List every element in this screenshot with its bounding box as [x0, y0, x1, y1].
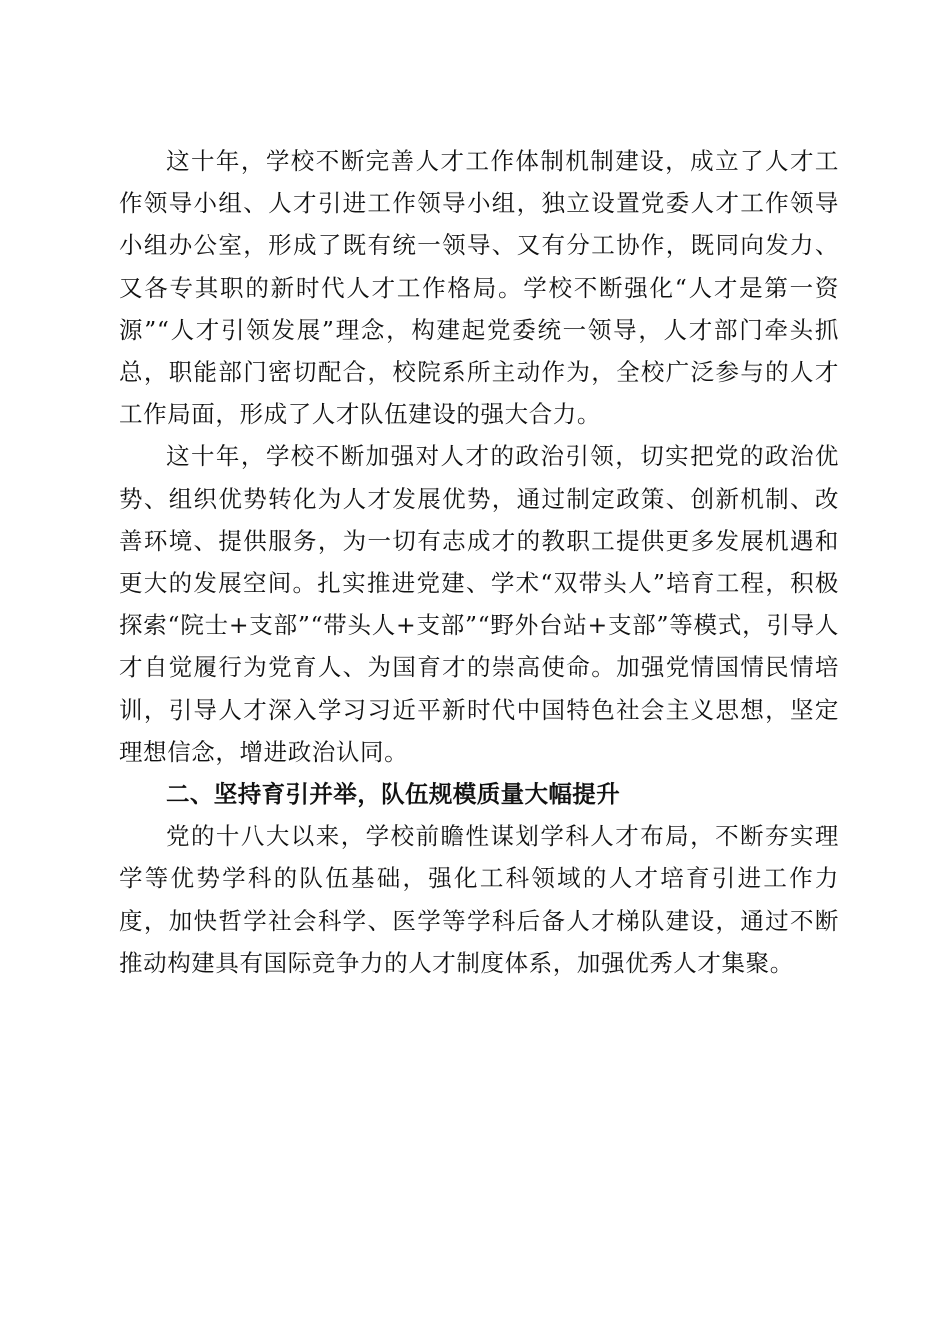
paragraph-talent-layout: 党的十八大以来，学校前瞻性谋划学科人才布局，不断夯实理学等优势学科的队伍基础，强化工科领域的人才培育引进工作力度，加快哲学社会科学、医学等学科后备人才梯队建设，通过不断推动构建具有国际竞争力的人才制度体系，加强优秀人才集聚。 — [119, 822, 839, 977]
document-page — [119, 140, 839, 984]
paragraph-talent-mechanism: 这十年，学校不断完善人才工作体制机制建设，成立了人才工作领导小组、人才引进工作领导小组，独立设置党委人才工作领导小组办公室，形成了既有统一领导、又有分工协作，既同向发力、又各专其职的新时代人才工作格局。学校不断强化“人才是第一资源”“人才引领发展”理念，构建起党委统一领导，人才部门牵头抓总，职能部门密切配合，校院系所主动作为，全校广泛参与的人才工作局面，形成了人才队伍建设的强大合力。 — [119, 147, 839, 429]
section-heading: 二、坚持育引并举，队伍规模质量大幅提升 — [166, 780, 621, 809]
paragraph-political-guidance: 这十年，学校不断加强对人才的政治引领，切实把党的政治优势、组织优势转化为人才发展优势，通过制定政策、创新机制、改善环境、提供服务，为一切有志成才的教职工提供更多发展机遇和更大的发展空间。扎实推进党建、学术“双带头人”培育工程，积极探索“院士+支部”“带头人+支部”“野外台站+支部”等模式，引导人才自觉履行为党育人、为国育才的崇高使命。加强党情国情民情培训，引导人才深入学习习近平新时代中国特色社会主义思想，坚定理想信念，增进政治认同。 — [119, 442, 839, 766]
